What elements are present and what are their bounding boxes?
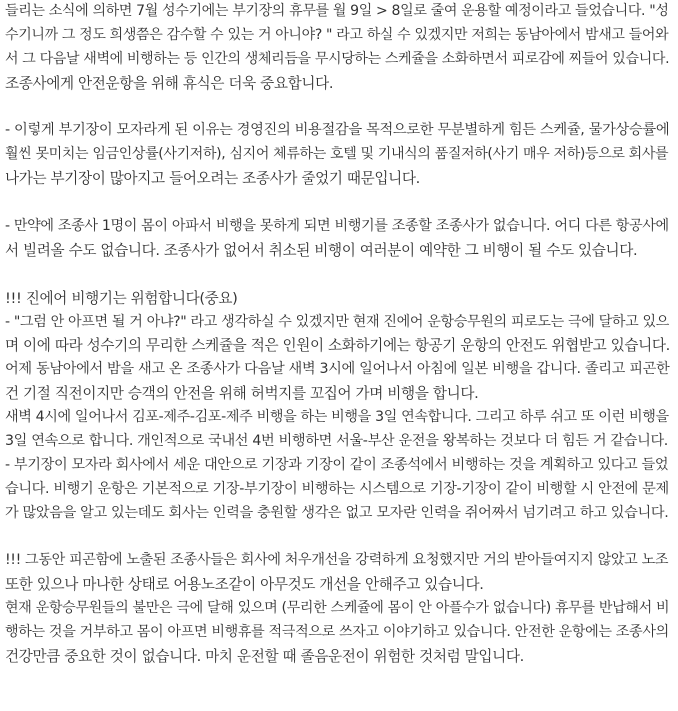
article-body [5,0,673,669]
section-heading: !!! 진에어 비행기는 위험합니다(중요) [5,289,238,307]
text-line: 행하는 것을 거부하고 몸이 아프면 비행휴를 적극적으로 쓰자고 이야기하고 있습니다. 안전한 운항에는 조종사의 [5,624,669,641]
text-line: 또한 있으나 마나한 상태로 어용노조같이 아무것도 개선을 안해주고 있습니다. [5,576,484,594]
text-line: 서 빌려올 수도 없습니다. 조종사가 없어서 취소된 비행이 여러분이 예약한 그 비행이 될 수도 있습니다. [5,241,638,259]
text-line: 며 이에 따라 성수기의 무리한 스케쥴을 적은 인원이 소화하기에는 항공기 운항의 안전도 위협받고 있습니다. [5,337,670,355]
paragraph-spacer [5,263,673,287]
text-line: 나가는 부기장이 많아지고 들어오려는 조종사가 줄었기 때문입니다. [5,170,420,188]
text-line: 가 많았음을 알고 있는데도 회사는 인력을 충원할 생각은 없고 모자란 인력을 쥐어짜서 넘기려고 하고 있습니다. [5,504,669,521]
text-line: 훨씬 못미치는 임금인상률(사기저하), 심지어 체류하는 호텔 및 기내식의 품질저하(사기 매우 저하)등으로 회사를 [5,146,669,163]
text-line: - 부기장이 모자라 회사에서 세운 대안으로 기장과 기장이 같이 조종석에서 비행하는 것을 계획하고 있다고 들었 [5,456,669,473]
paragraph-spacer [5,526,673,550]
text-line: - 만약에 조종사 1명이 몸이 아파서 비행을 못하게 되면 비행기를 조종할 조종사가 없습니다. 어디 다른 항공사에 [5,218,669,235]
text-line: - "그럼 안 아프면 될 거 아냐?" 라고 생각하실 수 있겠지만 현재 진에어 운항승무원의 피로도는 극에 달하고 있으 [5,313,669,330]
text-line: 3일 연속으로 합니다. 개인적으로 국내선 4번 비행하면 서울-부산 운전을 왕복하는 것보다 더 힘든 거 같습니다. [5,433,668,450]
paragraph-danger-warning [5,287,673,526]
text-line: 새벽 4시에 일어나서 김포-제주-김포-제주 비행을 하는 비행을 3일 연속합니다. 그리고 하루 쉬고 또 이런 비행을 [5,409,669,426]
text-line: 수기니까 그 정도 희생쯤은 감수할 수 있는 거 아니야? " 라고 하실 수 있겠지만 저희는 동남아에서 밤새고 들어와 [5,26,669,43]
text-line: 건강만큼 중요한 것이 없습니다. 마치 운전할 때 졸음운전이 위험한 것처럼 말입니다. [5,648,524,666]
text-line: 습니다. 비행기 운항은 기본적으로 기장-부기장이 비행하는 시스템으로 기장-기장이 같이 비행할 시 안전에 문제 [5,480,669,497]
paragraph-spacer [5,96,673,120]
text-line: 서 그 다음날 새벽에 비행하는 등 인간의 생체리듬을 무시당하는 스케쥴을 소화하면서 피로감에 찌들어 있습니다. [5,50,670,67]
text-line: 들리는 소식에 의하면 7월 성수기에는 부기장의 휴무를 월 9일 > 8일로 줄여 운용할 예정이라고 들었습니다. "성 [5,3,669,19]
text-line: 건 기절 직전이지만 승객의 안전을 위해 허벅지를 꼬집어 가며 비행을 합니다. [5,385,479,403]
paragraph-rest-schedule [5,0,673,96]
paragraph-spacer [5,191,673,215]
paragraph-union-complaint [5,549,673,668]
text-line: 어제 동남아에서 밤을 새고 온 조종사가 다음날 새벽 3시에 일어나서 아침에 일본 비행을 갑니다. 졸리고 피곤한 [5,361,670,378]
paragraph-cancellation-risk [5,215,673,263]
text-line: 현재 운항승무원들의 불만은 극에 달해 있으며 (무리한 스케쥴에 몸이 안 아플수가 없습니다) 휴무를 반납해서 비 [5,600,670,617]
text-line: 조종사에게 안전운항을 위해 휴식은 더욱 중요합니다. [5,74,334,92]
text-line: !!! 그동안 피곤함에 노출된 조종사들은 회사에 처우개선을 강력하게 요청했지만 거의 받아들여지지 않았고 노조 [5,552,669,569]
paragraph-shortage-reason [5,119,673,191]
text-line: - 이렇게 부기장이 모자라게 된 이유는 경영진의 비용절감을 목적으로한 무분별하게 힘든 스케쥴, 물가상승률에 [5,122,670,139]
